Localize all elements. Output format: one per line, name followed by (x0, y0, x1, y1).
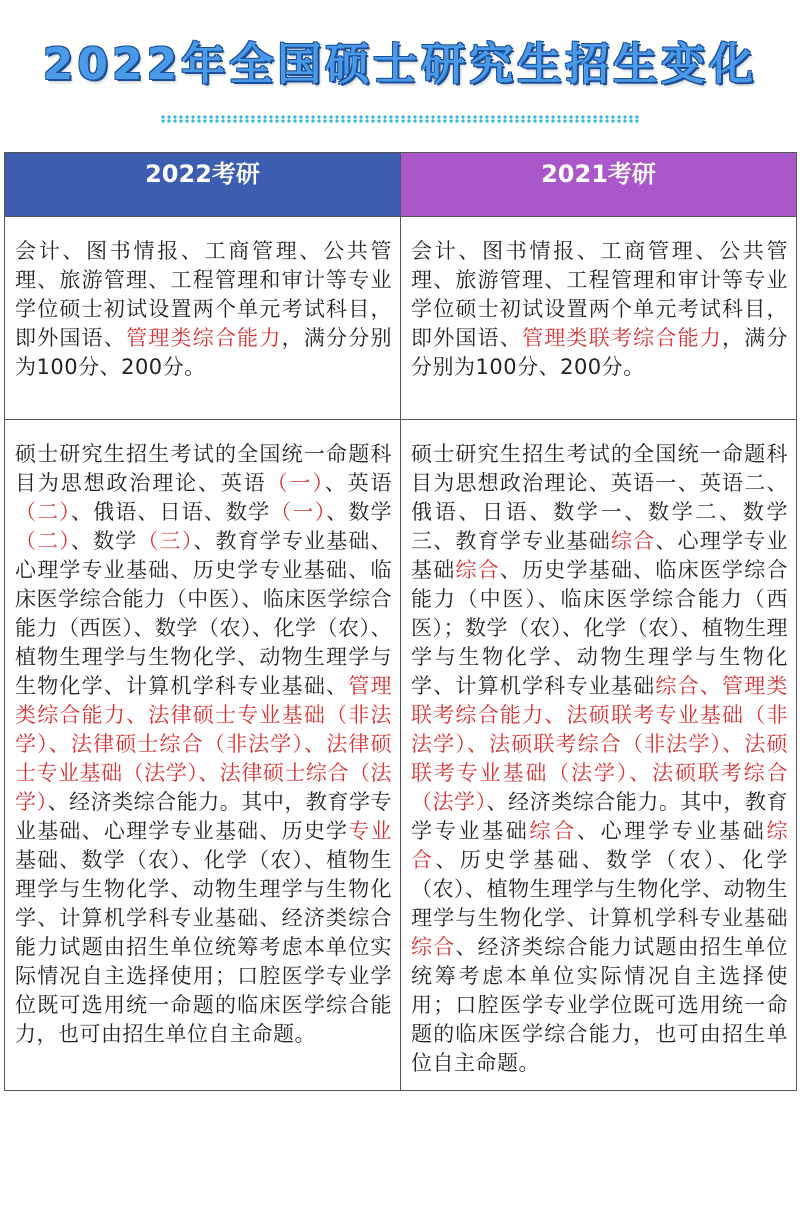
highlight-segment: 综合 (455, 558, 500, 582)
highlight-segment: （三） (137, 529, 194, 553)
highlight-segment: 管理类联考综合能力 (522, 326, 723, 350)
highlight-segment: 综合 (411, 819, 789, 872)
text-segment: 、数学 (70, 529, 138, 553)
text-segment: 基础、数学（农）、化学（农）、植物生理学与生物化学、动物生理学与生物化学、计算机学科专业基础、经济类综合能力试题由招生单位统筹考虑本单位实际情况自主选择使用；口腔医学专业学位既可选用统一命题的临床医学综合能力，也可由招生单位自主命题。 (15, 848, 392, 1046)
text-segment: 、英语 (324, 471, 392, 495)
text-segment: 硕士研究生招生考试的全国统一命题科目为思想政治理论、英语 (15, 442, 392, 495)
text-segment: 会计、图书情报、工商管理、公共管理、旅游管理、工程管理和审计等专业学位硕士初试设置两个单元考试科目，即外国语、 (15, 239, 392, 350)
comparison-table (4, 152, 797, 1091)
row1-left-cell (5, 217, 401, 420)
highlight-segment: （一） (266, 471, 325, 495)
highlight-segment: （一） (270, 500, 327, 524)
text-segment: 、教育学专业基础、心理学专业基础、历史学专业基础、临床医学综合能力（中医）、临床医学综合能力（西医）、数学（农）、化学（农）、植物生理学与生物化学、动物生理学与生物化学、计算机学科专业基础、 (15, 529, 393, 698)
highlight-segment: 综合 (610, 529, 656, 553)
text-segment: ，满分分别为100分、200分。 (411, 326, 788, 379)
highlight-segment: 管理类综合能力 (126, 326, 282, 350)
highlight-segment: 综合 (529, 819, 577, 843)
text-segment: 、心理学专业基础 (576, 819, 767, 843)
highlight-segment: （二） (15, 529, 71, 553)
highlight-segment: 综合 (411, 935, 456, 959)
text-segment: 、俄语、日语、数学 (70, 500, 271, 524)
text-segment: 、数学 (326, 500, 393, 524)
header-row (5, 153, 797, 217)
text-segment: 会计、图书情报、工商管理、公共管理、旅游管理、工程管理和审计等专业学位硕士初试设置两个单元考试科目，即外国语、 (411, 239, 788, 350)
text-segment: 、心理学专业基础 (411, 529, 788, 582)
highlight-segment: （二） (15, 500, 71, 524)
table-row (5, 217, 797, 420)
text-segment: ，满分分别为100分、200分。 (15, 326, 392, 379)
table-row (5, 420, 797, 1091)
row1-right-cell (401, 217, 797, 420)
row2-right-cell (401, 420, 797, 1091)
text-segment: 、历史学基础、临床医学综合能力（中医）、临床医学综合能力（西医）；数学（农）、化学（农）、植物生理学与生物化学、动物生理学与生物化学、计算机学科专业基础 (411, 558, 788, 698)
text-segment: 、经济类综合能力。其中，教育学专业基础 (411, 790, 789, 843)
text-segment: 、经济类综合能力试题由招生单位统筹考虑本单位实际情况自主选择使用；口腔医学专业学位既可选用统一命题的临床医学综合能力，也可由招生单位自主命题。 (411, 935, 788, 1075)
text-segment: 、经济类综合能力。其中，教育学专业基础、心理学专业基础、历史学 (15, 790, 393, 843)
header-2022: 2022考研 (5, 153, 401, 217)
highlight-segment: 综合、管理类联考综合能力、法硕联考专业基础（非法学）、法硕联考综合（非法学）、法硕联考专业基础（法学）、法硕联考综合（法学） (411, 674, 788, 814)
dotted-divider (160, 115, 640, 123)
highlight-segment: 管理类综合能力、法律硕士专业基础（非法学）、法律硕士综合（非法学）、法律硕士专业基础（法学）、法律硕士综合（法学） (15, 674, 392, 814)
text-segment: 硕士研究生招生考试的全国统一命题科目为思想政治理论、英语一、英语二、俄语、日语、数学一、数学二、数学三、教育学专业基础 (411, 442, 788, 553)
row2-left-cell (5, 420, 401, 1091)
highlight-segment: 专业 (348, 819, 392, 843)
header-2021: 2021考研 (401, 153, 797, 217)
page-title: 2022年全国硕士研究生招生变化 (42, 39, 758, 90)
text-segment: 、历史学基础、数学（农）、化学（农）、植物生理学与生物化学、动物生理学与生物化学、计算机学科专业基础 (411, 848, 789, 930)
